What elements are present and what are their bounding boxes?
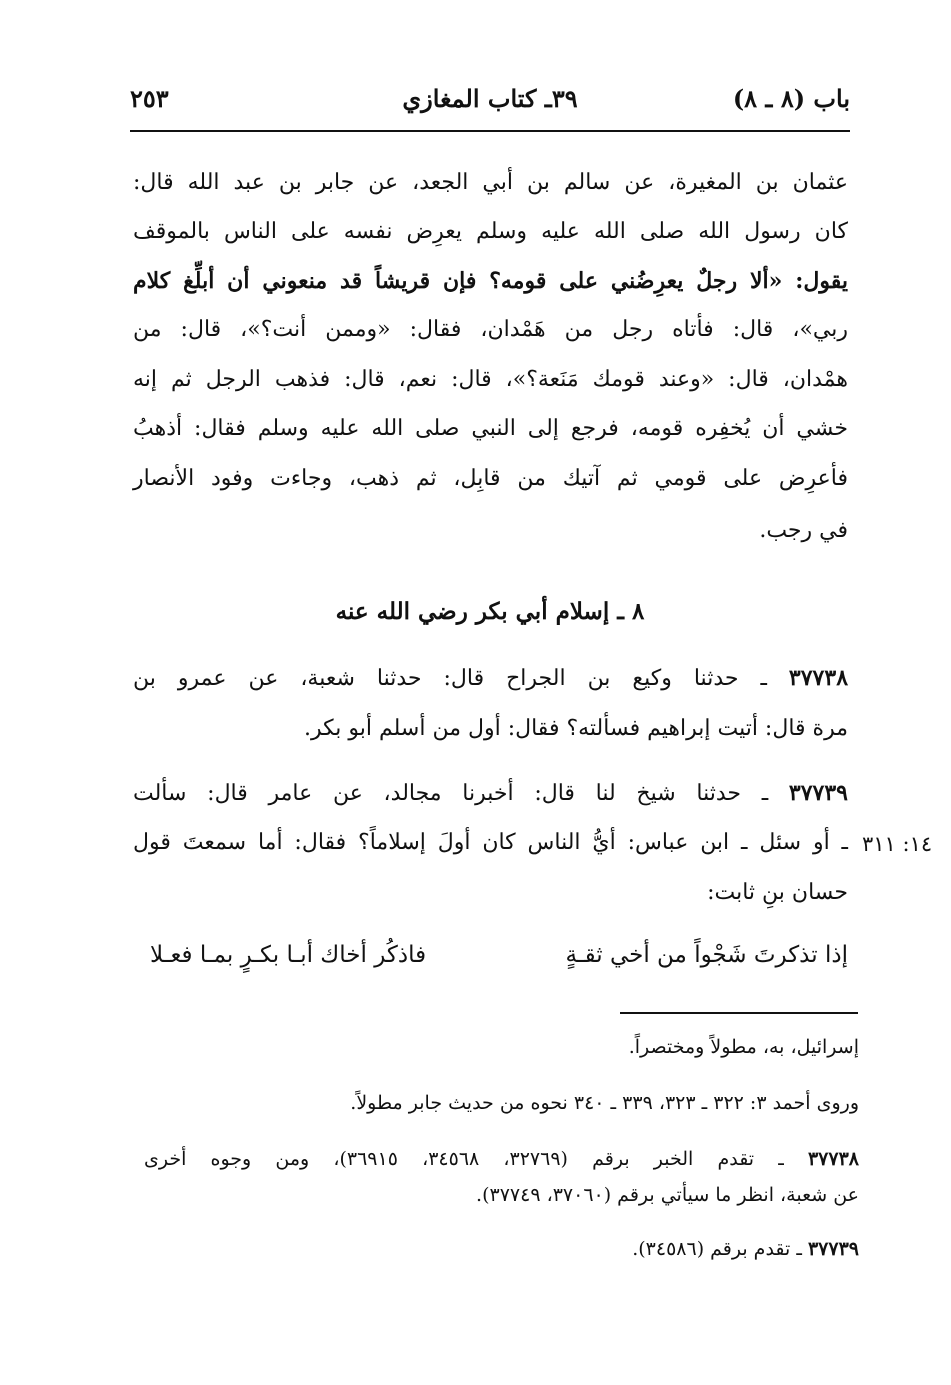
body-line-7: فأعرِض على قومي ثم آتيك من قابِل، ثم ذهب، وجاءت وفود الأنصار — [133, 466, 848, 491]
body-line-4: ربي»، قال: فأتاه رجل من هَمْدان، فقال: «وممن أنت؟»، قال: من — [133, 317, 848, 342]
footnote-number-37738: ٣٧٧٣٨ — [807, 1148, 859, 1170]
footnote-number-37739: ٣٧٧٣٩ — [807, 1238, 859, 1260]
hadith-37739-line-3: حسان بنِ ثابت: — [707, 880, 848, 905]
footnote-3-text: ـ تقدم الخبر برقم (٣٢٧٦٩، ٣٤٥٦٨، ٣٦٩١٥)، ومن وجوه أخرى — [144, 1148, 784, 1170]
hadith-37738-line-1 — [133, 665, 848, 691]
hadith-37738-line-2: مرة قال: أتيت إبراهيم فسألته؟ فقال: أول من أسلم أبو بكر. — [304, 716, 848, 741]
hadith-37739-line-1 — [133, 780, 848, 806]
footnote-2: وروى أحمد ٣: ٣٢٢ ـ ٣٢٣، ٣٣٩ ـ ٣٤٠ نحوه من حديث جابر مطولاً. — [350, 1092, 859, 1114]
body-line-3: يقول: «ألا رجلٌ يعرِضُني على قومه؟ فإن قريشاً قد منعوني أن أبلِّغ كلام — [133, 268, 848, 294]
chapter-label: باب (٨ ـ ٨) — [732, 84, 850, 113]
body-line-6: خشي أن يُخفِره قومه، فرجع إلى النبي صلى الله عليه وسلم فقال: أذهبُ — [133, 416, 848, 441]
footnote-3-line-2: عن شعبة، انظر ما سيأتي برقم (٣٧٠٦٠، ٣٧٧٤٩). — [476, 1184, 859, 1206]
body-line-2: كان رسول الله صلى الله عليه وسلم يعرِض نفسه على الناس بالموقف — [133, 219, 848, 244]
verse-first-hemistich: إذا تذكرتَ شَجْواً من أخي ثقـةٍ — [565, 942, 848, 968]
book-title: ٣٩ـ كتاب المغازي — [402, 84, 578, 113]
hadith-37739-line-2: ـ أو سئل ـ ابن عباس: أيُّ الناس كان أولَ إسلاماً؟ فقال: أما سمعتَ قول — [133, 830, 848, 855]
page-header — [130, 78, 850, 124]
footnote-3-line-1 — [144, 1148, 859, 1170]
page-number: ٢٥٣ — [130, 84, 169, 113]
footnote-rule — [620, 1012, 858, 1014]
margin-reference: ١٤: ٣١١ — [862, 832, 933, 856]
footnote-1: إسرائيل، به، مطولاً ومختصراً. — [628, 1036, 859, 1058]
hadith-37738-text-1: ـ حدثنا وكيع بن الجراح قال: حدثنا شعبة، عن عمرو بن — [133, 666, 767, 691]
header-rule — [130, 130, 850, 132]
footnote-4 — [632, 1238, 859, 1260]
section-heading: ٨ ـ إسلام أبي بكر رضي الله عنه — [335, 598, 645, 625]
footnote-4-text: ـ تقدم برقم (٣٤٥٨٦). — [632, 1238, 802, 1260]
body-line-5: همْدان، قال: «وعند قومك مَنَعة؟»، قال: نعم، قال: فذهب الرجل ثم إنه — [133, 367, 848, 392]
body-line-1: عثمان بن المغيرة، عن سالم بن أبي الجعد، عن جابر بن عبد الله قال: — [133, 170, 848, 195]
hadith-number-37738: ٣٧٧٣٨ — [788, 665, 849, 691]
body-line-8: في رجب. — [759, 518, 848, 543]
hadith-37739-text-1: ـ حدثنا شيخ لنا قال: أخبرنا مجالد، عن عامر قال: سألت — [133, 781, 769, 806]
hadith-number-37739: ٣٧٧٣٩ — [788, 780, 848, 806]
verse-second-hemistich: فاذكُر أخاك أبـا بكـرٍ بمـا فعـلا — [150, 942, 427, 968]
